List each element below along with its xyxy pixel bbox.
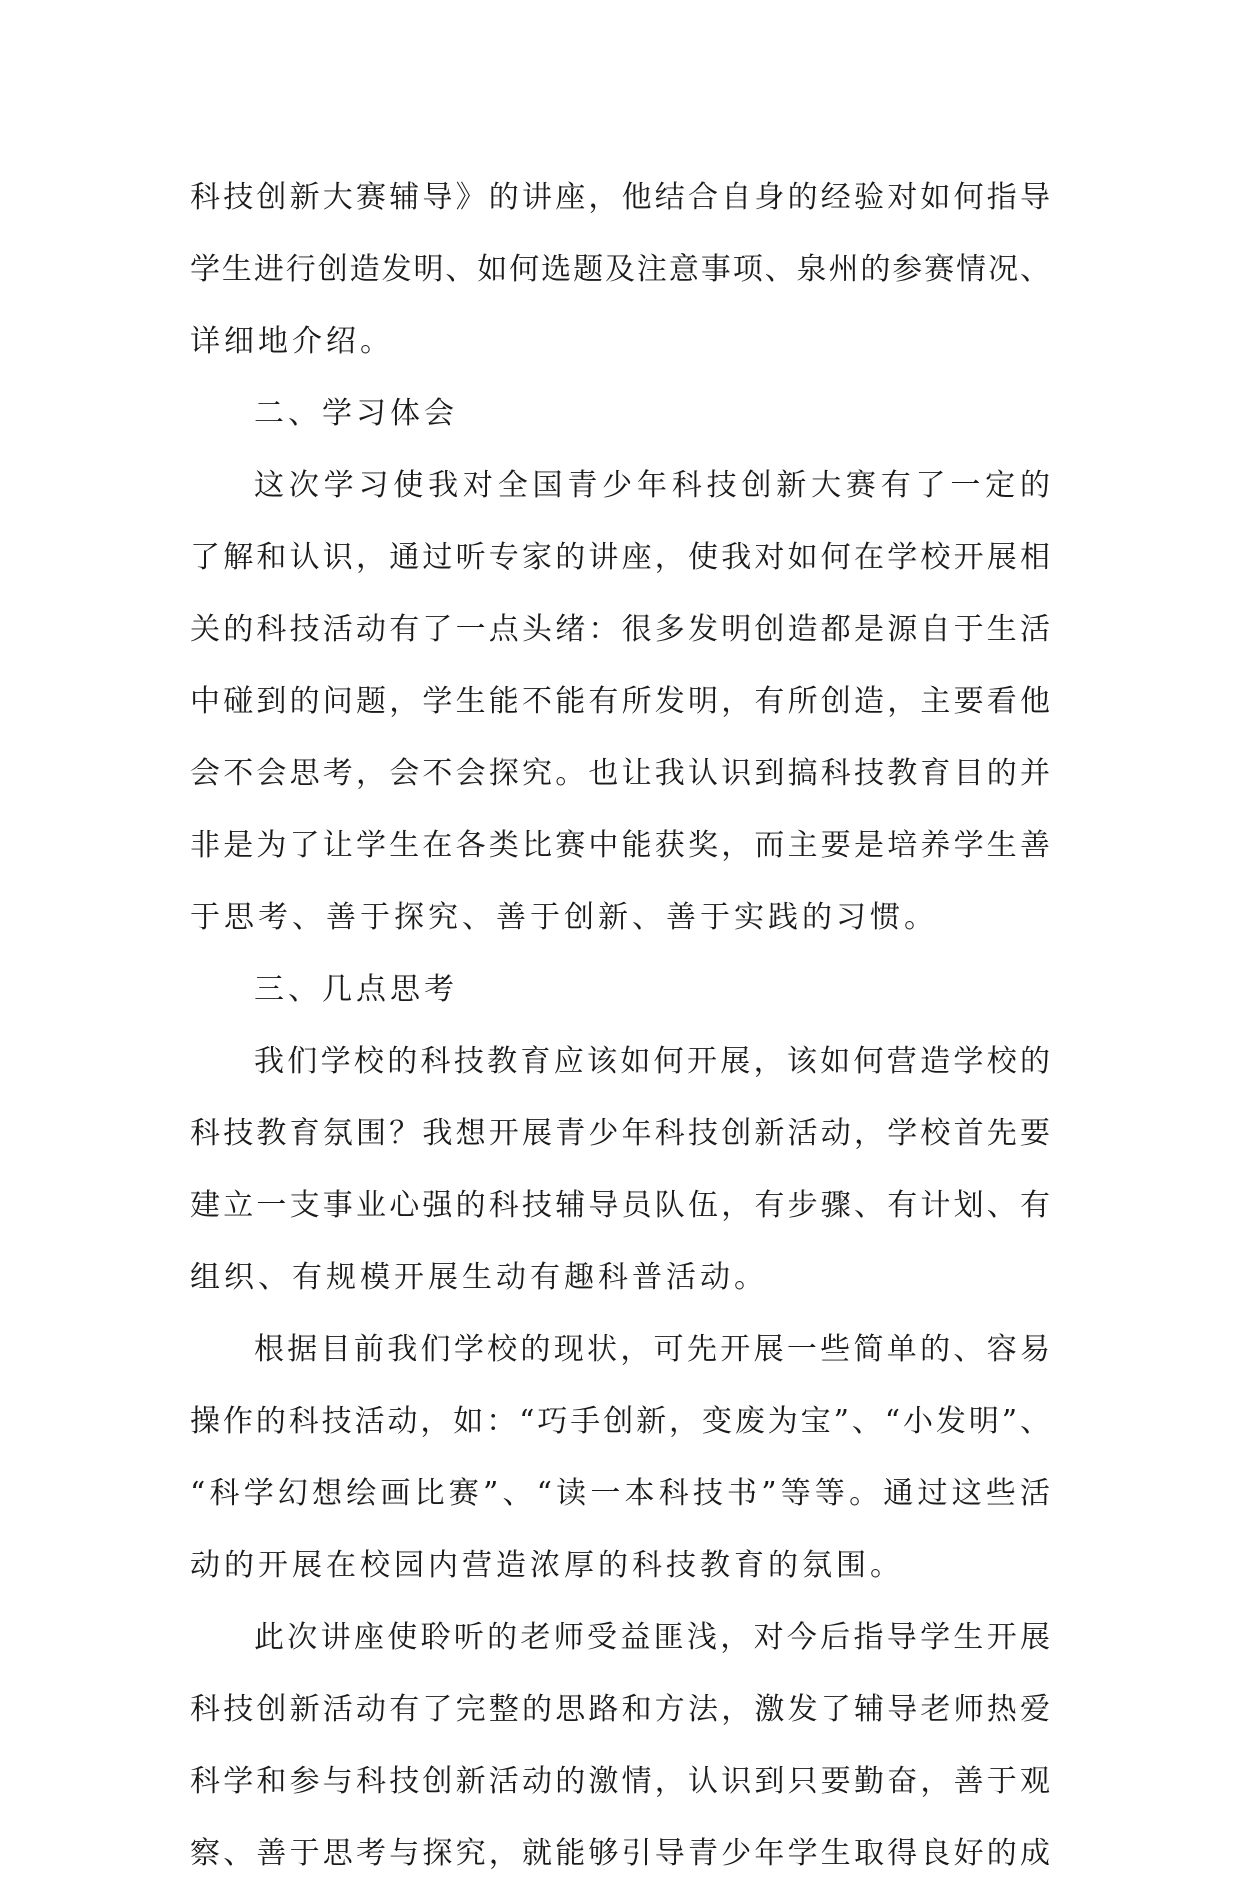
text-line: 于思考、善于探究、善于创新、善于实践的习惯。 [190,900,938,935]
text-line: 这次学习使我对全国青少年科技创新大赛有了一定的 [254,468,1050,503]
text-line: 察、善于思考与探究，就能够引导青少年学生取得良好的成 [190,1836,1050,1871]
text-line: 非是为了让学生在各类比赛中能获奖，而主要是培养学生善 [190,828,1050,863]
text-line: 科技教育氛围？我想开展青少年科技创新活动，学校首先要 [190,1116,1050,1151]
text-line: 此次讲座使聆听的老师受益匪浅，对今后指导学生开展 [254,1620,1050,1655]
text-line: 了解和认识，通过听专家的讲座，使我对如何在学校开展相 [190,540,1050,575]
text-line: 中碰到的问题，学生能不能有所发明，有所创造，主要看他 [190,684,1050,719]
section-heading: 三、几点思考 [254,972,458,1007]
text-line: 操作的科技活动，如：“巧手创新，变废为宝”、“小发明”、 [190,1404,1050,1439]
text-line: “科学幻想绘画比赛”、“读一本科技书”等等。通过这些活 [190,1476,1050,1511]
text-line: 关的科技活动有了一点头绪：很多发明创造都是源自于生活 [190,612,1050,647]
text-line: 科学和参与科技创新活动的激情，认识到只要勤奋，善于观 [190,1764,1050,1799]
text-line: 我们学校的科技教育应该如何开展，该如何营造学校的 [254,1044,1050,1079]
section-heading: 二、学习体会 [254,396,458,431]
text-line: 详细地介绍。 [190,324,394,359]
text-line: 科技创新大赛辅导》的讲座，他结合自身的经验对如何指导 [190,180,1050,215]
text-line: 根据目前我们学校的现状，可先开展一些简单的、容易 [254,1332,1050,1367]
text-line: 组织、有规模开展生动有趣科普活动。 [190,1260,768,1295]
text-line: 学生进行创造发明、如何选题及注意事项、泉州的参赛情况、 [190,252,1050,287]
text-line: 建立一支事业心强的科技辅导员队伍，有步骤、有计划、有 [190,1188,1050,1223]
text-line: 科技创新活动有了完整的思路和方法，激发了辅导老师热爱 [190,1692,1050,1727]
text-line: 会不会思考，会不会探究。也让我认识到搞科技教育目的并 [190,756,1050,791]
document-body [190,162,1050,1890]
text-line: 动的开展在校园内营造浓厚的科技教育的氛围。 [190,1548,904,1583]
